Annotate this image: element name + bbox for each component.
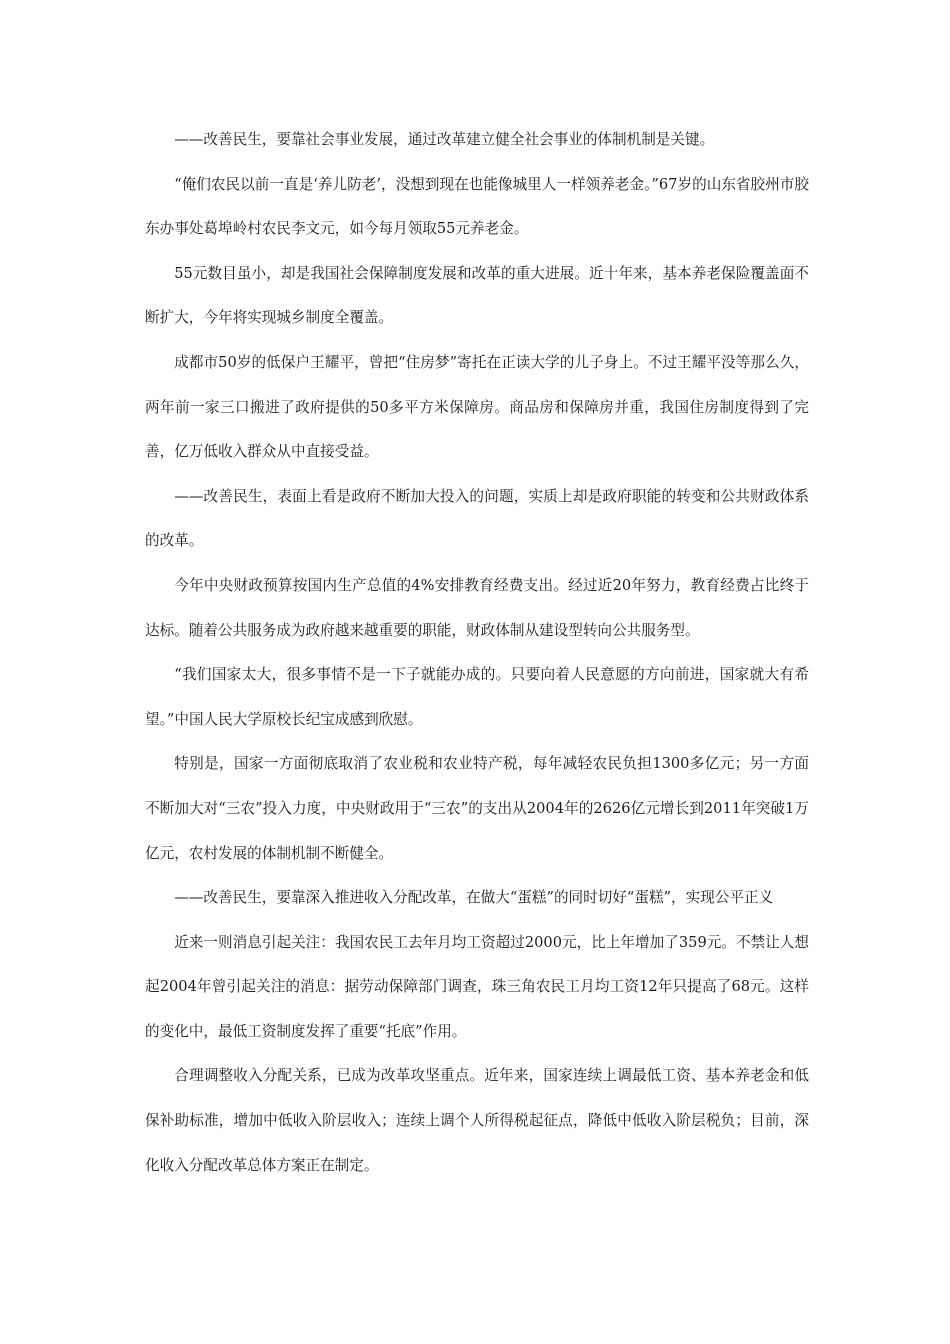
paragraph-11: 合理调整收入分配关系，已成为改革攻坚重点。近年来，国家连续上调最低工资、基本养老金和低保补助标准，增加中低收入阶层收入；连续上调个人所得税起征点，降低中低收入阶层税负；目前，深化收入分配改革总体方案正在制定。: [145, 1067, 809, 1174]
paragraph-2: “俺们农民以前一直是‘养儿防老’，没想到现在也能像城里人一样领养老金。”67岁的山东省胶州市胶东办事处葛埠岭村农民李文元，如今每月领取55元养老金。: [145, 175, 809, 238]
paragraph-8: 特别是，国家一方面彻底取消了农业税和农业特产税，每年减轻农民负担1300多亿元；另一方面不断加大对“三农”投入力度，中央财政用于“三农”的支出从2004年的2626亿元增长到2011年突破1万亿元，农村发展的体制机制不断健全。: [145, 755, 809, 862]
paragraph-10: 近来一则消息引起关注：我国农民工去年月均工资超过2000元，比上年增加了359元。不禁让人想起2004年曾引起关注的消息：据劳动保障部门调查，珠三角农民工月均工资12年只提高了68元。这样的变化中，最低工资制度发挥了重要“托底”作用。: [145, 933, 809, 1040]
paragraph-7: “我们国家太大，很多事情不是一下子就能办成的。只要向着人民意愿的方向前进，国家就大有希望。”中国人民大学原校长纪宝成感到欣慰。: [145, 666, 809, 728]
paragraph-9: ——改善民生，要靠深入推进收入分配改革，在做大“蛋糕”的同时切好“蛋糕”，实现公平正义: [174, 889, 774, 907]
paragraph-6: 今年中央财政预算按国内生产总值的4%安排教育经费支出。经过近20年努力，教育经费占比终于达标。随着公共服务成为政府越来越重要的职能，财政体制从建设型转向公共服务型。: [145, 576, 809, 639]
paragraph-1: ——改善民生，要靠社会事业发展，通过改革建立健全社会事业的体制机制是关键。: [174, 131, 715, 148]
paragraph-3: 55元数目虽小，却是我国社会保障制度发展和改革的重大进展。近十年来，基本养老保险覆盖面不断扩大，今年将实现城乡制度全覆盖。: [145, 264, 809, 327]
paragraph-5: ——改善民生，表面上看是政府不断加大投入的问题，实质上却是政府职能的转变和公共财政体系的改革。: [145, 487, 809, 550]
article-body: [145, 118, 809, 1188]
paragraph-4: 成都市50岁的低保户王耀平，曾把“住房梦”寄托在正读大学的儿子身上。不过王耀平没等那么久，两年前一家三口搬进了政府提供的50多平方米保障房。商品房和保障房并重，我国住房制度得到了完善，亿万低收入群众从中直接受益。: [145, 353, 809, 461]
